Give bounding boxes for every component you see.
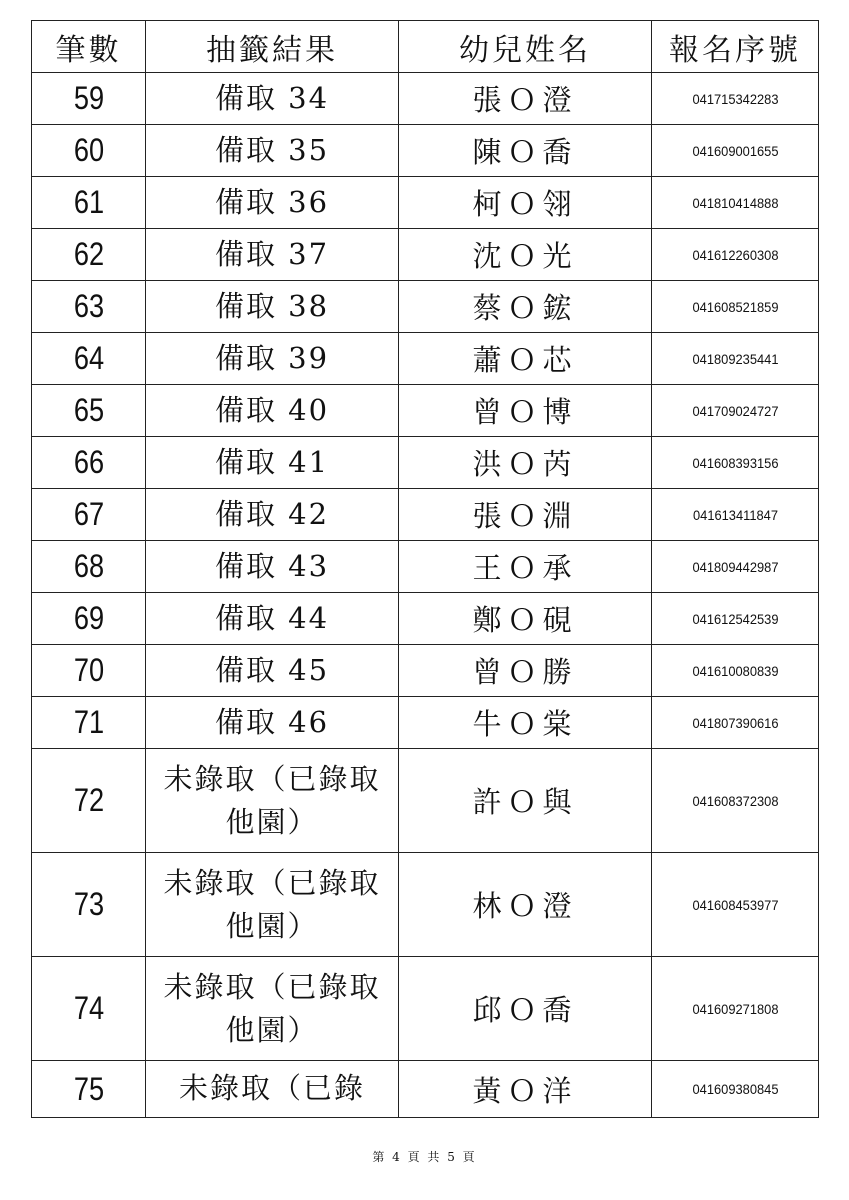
child-name-cell: 洪Ｏ芮	[399, 437, 652, 489]
table-row	[32, 333, 819, 385]
draw-result-cell: 備取 35	[146, 125, 399, 177]
row-number-cell: 64	[40, 333, 137, 385]
row-number-cell: 61	[40, 177, 137, 229]
child-name-cell: 張Ｏ澄	[399, 73, 652, 125]
draw-result-cell: 未錄取（已錄	[146, 1061, 399, 1118]
header-result: 抽籤結果	[146, 21, 399, 73]
registration-number-cell: 041809442987	[658, 541, 812, 593]
table-row	[32, 385, 819, 437]
registration-number-cell: 041612260308	[658, 229, 812, 281]
child-name-cell: 林Ｏ澄	[399, 853, 652, 957]
table-row	[32, 593, 819, 645]
table-row	[32, 489, 819, 541]
table-row	[32, 177, 819, 229]
registration-number-cell: 041608372308	[658, 749, 812, 853]
row-number-cell: 71	[40, 697, 137, 749]
row-number-cell: 66	[40, 437, 137, 489]
table-row	[32, 541, 819, 593]
row-number-cell: 68	[40, 541, 137, 593]
registration-number-cell: 041809235441	[658, 333, 812, 385]
draw-result-cell: 備取 40	[146, 385, 399, 437]
registration-number-cell: 041715342283	[658, 73, 812, 125]
child-name-cell: 王Ｏ承	[399, 541, 652, 593]
draw-result-cell: 備取 38	[146, 281, 399, 333]
table-row	[32, 1061, 819, 1118]
row-number-cell: 74	[40, 957, 137, 1061]
row-number-cell: 60	[40, 125, 137, 177]
draw-result-cell: 備取 37	[146, 229, 399, 281]
row-number-cell: 65	[40, 385, 137, 437]
draw-result-cell: 備取 43	[146, 541, 399, 593]
table-row	[32, 853, 819, 957]
registration-number-cell: 041810414888	[658, 177, 812, 229]
header-registration-number: 報名序號	[652, 21, 819, 73]
draw-result-cell: 備取 45	[146, 645, 399, 697]
row-number-cell: 73	[40, 853, 137, 957]
registration-number-cell: 041807390616	[658, 697, 812, 749]
child-name-cell: 黃Ｏ洋	[399, 1061, 652, 1118]
row-number-cell: 63	[40, 281, 137, 333]
draw-result-cell: 備取 39	[146, 333, 399, 385]
child-name-cell: 陳Ｏ喬	[399, 125, 652, 177]
row-number-cell: 59	[40, 73, 137, 125]
draw-result-cell: 備取 42	[146, 489, 399, 541]
row-number-cell: 75	[40, 1061, 137, 1118]
table-row	[32, 125, 819, 177]
child-name-cell: 曾Ｏ勝	[399, 645, 652, 697]
table-row	[32, 437, 819, 489]
row-number-cell: 67	[40, 489, 137, 541]
child-name-cell: 曾Ｏ博	[399, 385, 652, 437]
child-name-cell: 許Ｏ與	[399, 749, 652, 853]
draw-result-cell: 未錄取（已錄取他園）	[146, 749, 399, 853]
table-row	[32, 749, 819, 853]
child-name-cell: 蕭Ｏ芯	[399, 333, 652, 385]
table-row	[32, 281, 819, 333]
draw-result-cell: 備取 34	[146, 73, 399, 125]
row-number-cell: 72	[40, 749, 137, 853]
child-name-cell: 張Ｏ淵	[399, 489, 652, 541]
registration-number-cell: 041608453977	[658, 853, 812, 957]
page-footer: 第 4 頁 共 5 頁	[372, 1150, 477, 1164]
row-number-cell: 69	[40, 593, 137, 645]
table-row	[32, 645, 819, 697]
header-child-name: 幼兒姓名	[399, 21, 652, 73]
table-header-row	[32, 21, 819, 73]
draw-result-cell: 未錄取（已錄取他園）	[146, 957, 399, 1061]
child-name-cell: 柯Ｏ翎	[399, 177, 652, 229]
child-name-cell: 蔡Ｏ鋐	[399, 281, 652, 333]
table-row	[32, 957, 819, 1061]
registration-number-cell: 041709024727	[658, 385, 812, 437]
registration-number-cell: 041613411847	[658, 489, 812, 541]
child-name-cell: 鄭Ｏ硯	[399, 593, 652, 645]
draw-result-cell: 備取 44	[146, 593, 399, 645]
header-count: 筆數	[32, 21, 146, 73]
draw-result-cell: 備取 46	[146, 697, 399, 749]
child-name-cell: 沈Ｏ光	[399, 229, 652, 281]
registration-number-cell: 041609001655	[658, 125, 812, 177]
draw-result-cell: 備取 36	[146, 177, 399, 229]
registration-number-cell: 041608393156	[658, 437, 812, 489]
table-row	[32, 229, 819, 281]
registration-number-cell: 041610080839	[658, 645, 812, 697]
lottery-results-table	[31, 20, 819, 1118]
registration-number-cell: 041608521859	[658, 281, 812, 333]
registration-number-cell: 041612542539	[658, 593, 812, 645]
draw-result-cell: 未錄取（已錄取他園）	[146, 853, 399, 957]
registration-number-cell: 041609380845	[658, 1061, 812, 1118]
row-number-cell: 70	[40, 645, 137, 697]
registration-number-cell: 041609271808	[658, 957, 812, 1061]
child-name-cell: 邱Ｏ喬	[399, 957, 652, 1061]
draw-result-cell: 備取 41	[146, 437, 399, 489]
table-row	[32, 697, 819, 749]
child-name-cell: 牛Ｏ棠	[399, 697, 652, 749]
table-row	[32, 73, 819, 125]
row-number-cell: 62	[40, 229, 137, 281]
